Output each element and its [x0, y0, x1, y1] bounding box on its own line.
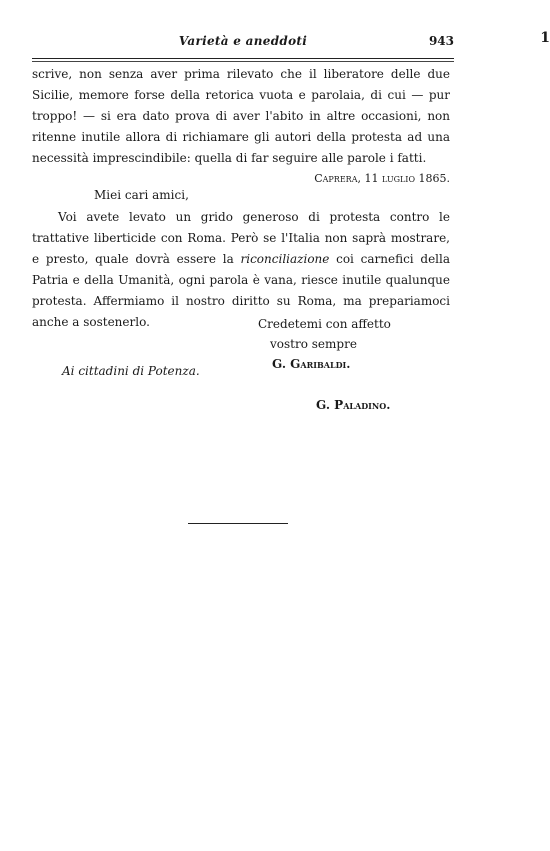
- header-rule: [32, 58, 454, 59]
- letter-body-part1: Voi avete levato un grido generoso di protesta contro le trattative liberticide con Roma. Però se l'Italia non saprà mostrare, e presto, quale dovrà essere la: [32, 210, 450, 266]
- letter-closing: [258, 314, 391, 374]
- author-signature: G. Paladino.: [316, 398, 391, 412]
- closing-line-1: Credetemi con affetto: [258, 317, 391, 331]
- intro-paragraph: scrive, non senza aver prima rilevato che il liberatore delle due Sicilie, memore forse della retorica vuota e parolaia, di cui — pur troppo! — si era dato prova di aver l'abito in altre occasioni, non ritenne inutile allora di richiamare gli autori della protesta ad una necessità imprescindibile: quella di far seguire alle parole i fatti.: [32, 67, 450, 165]
- end-rule: [188, 523, 288, 524]
- running-title: Varietà e aneddoti: [178, 34, 308, 48]
- closing-line-2: vostro sempre: [270, 337, 357, 351]
- running-header: [32, 32, 454, 52]
- edge-mark: 1: [540, 30, 550, 46]
- page-number: 943: [428, 34, 454, 48]
- header-rule-thin: [32, 61, 454, 62]
- letter-body-italic: riconciliazione: [240, 252, 330, 266]
- letter-addressee: Ai cittadini di Potenza.: [62, 364, 200, 378]
- letter-body-part2: coi carnefici della Patria e della Umanità, ogni parola è vana, riesce inutile qualunque protesta. Affermiamo il nostro diritto su Roma, ma prepariamoci anche a sostenerlo.: [32, 252, 450, 329]
- letter-date: Caprera, 11 luglio 1865.: [314, 172, 450, 185]
- garibaldi-signature: G. Garibaldi.: [272, 357, 351, 371]
- letter-salutation: Miei cari amici,: [94, 188, 189, 202]
